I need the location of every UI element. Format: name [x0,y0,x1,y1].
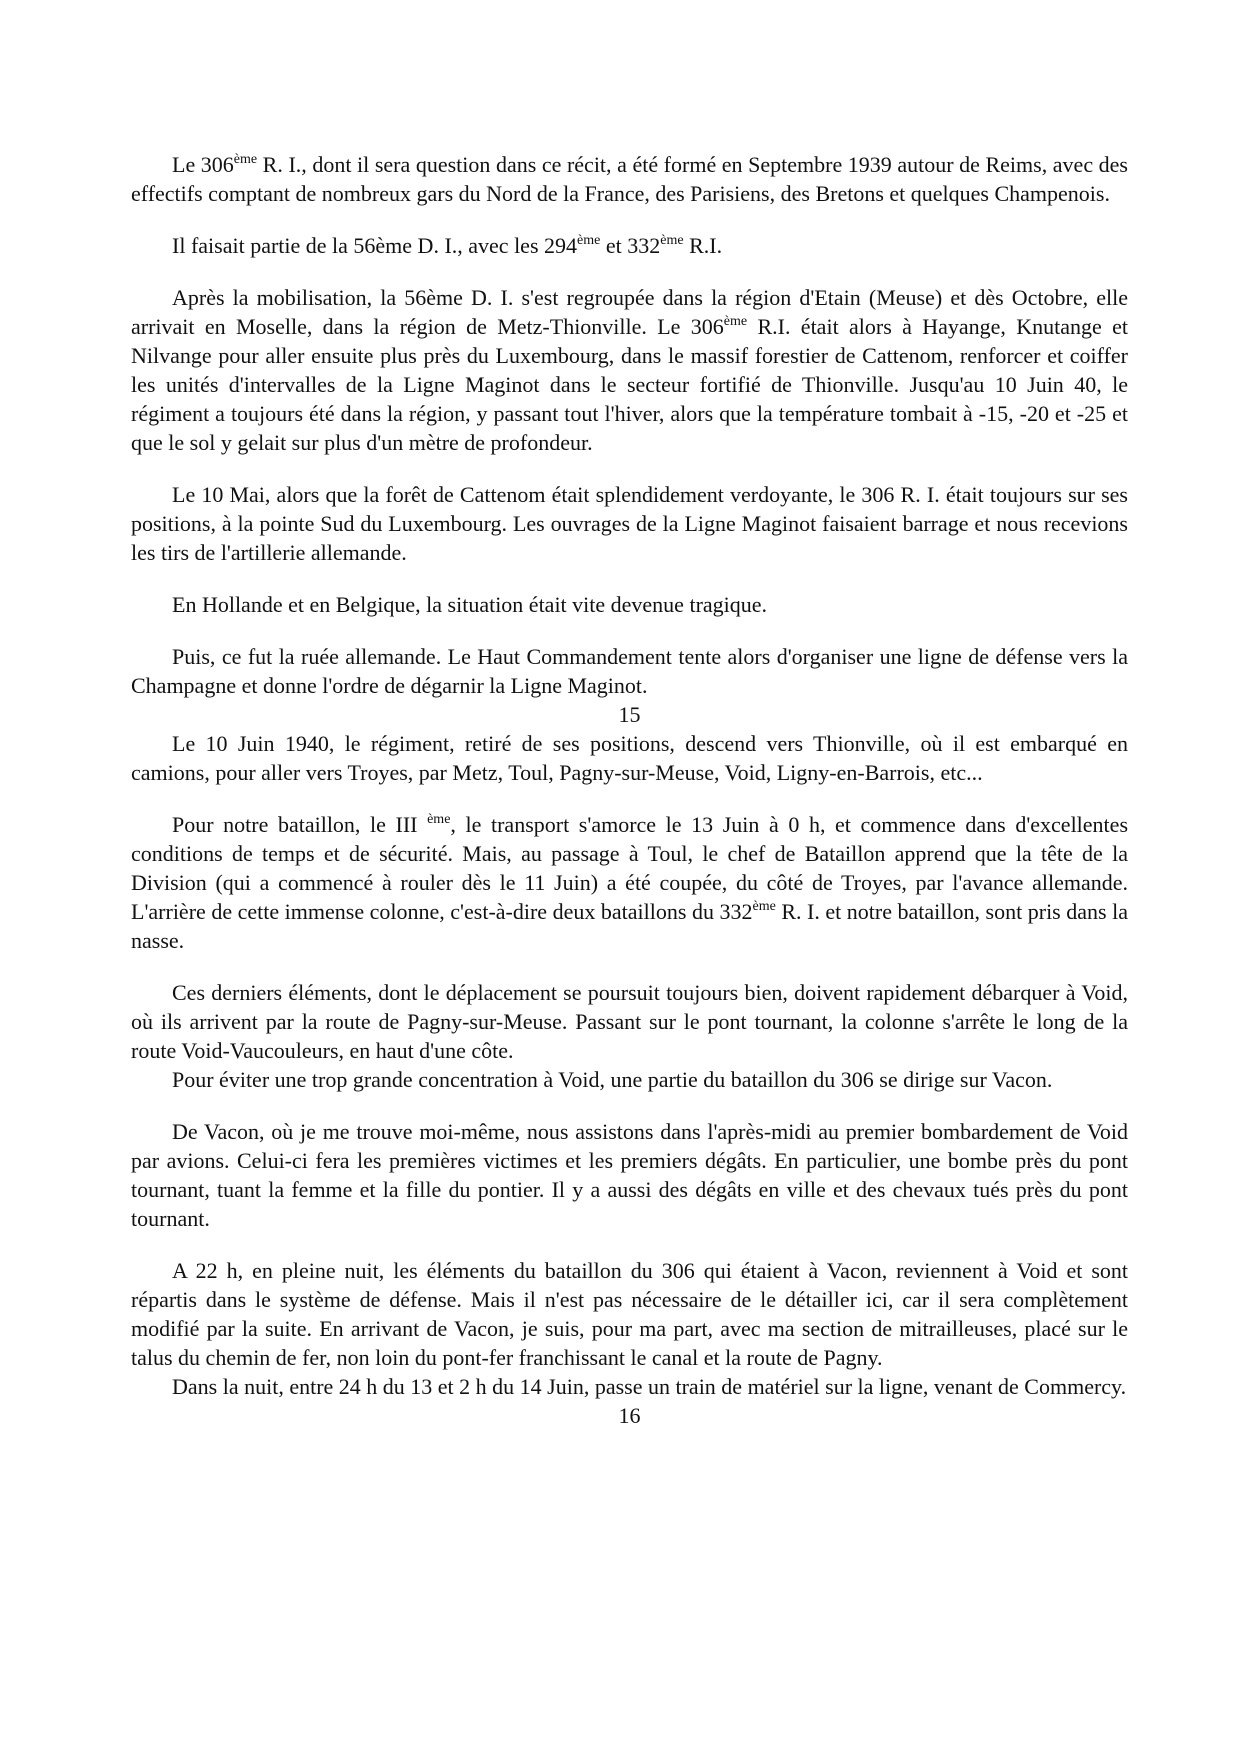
paragraph-bombardement: De Vacon, où je me trouve moi-même, nous assistons dans l'après-midi au premier bombardement de Void par avions. Celui-ci fera les premières victimes et les premiers dégâts. En particulier, une bombe près du pont tournant, tuant la femme et la fille du pontier. Il y a aussi des dégâts en ville et des chevaux tués près du pont tournant. [131,1119,1128,1231]
paragraph-hollande: En Hollande et en Belgique, la situation était vite devenue tragique. [172,592,768,617]
paragraph-division: Il faisait partie de la 56ème D. I., avec les 294ème et 332ème R.I. [172,233,723,258]
paragraph-bataillon: Pour notre bataillon, le III $^{ème}$, le transport s'amorce le 13 Juin à 0 h, et commence dans d'excellentes conditions de temps et de sécurité. Mais, au passage à Toul, le chef de Bataillon apprend que la tête de la Division (qui a commencé à rouler dès le 11 Juin) a été coupée, du côté de Troyes, par l'avance allemande. L'arrière de cette immense colonne, c'est-à-dire deux bataillons du 332ème R. I. et notre bataillon, sont pris dans la nasse. [131,812,1128,953]
paragraph-ruee: Puis, ce fut la ruée allemande. Le Haut Commandement tente alors d'organiser une ligne de défense vers la Champagne et donne l'ordre de dégarnir la Ligne Maginot. [131,644,1128,698]
paragraph-concentration: Pour éviter une trop grande concentration à Void, une partie du bataillon du 306 se dirige sur Vacon. [172,1067,1053,1092]
paragraph-10-mai: Le 10 Mai, alors que la forêt de Cattenom était splendidement verdoyante, le 306 R. I. était toujours sur ses positions, à la pointe Sud du Luxembourg. Les ouvrages de la Ligne Maginot faisaient barrage et nous recevions les tirs de l'artillerie allemande. [131,482,1128,565]
paragraph-mobilisation: Après la mobilisation, la 56ème D. I. s'est regroupée dans la région d'Etain (Meuse) et dès Octobre, elle arrivait en Moselle, dans la région de Metz-Thionville. Le 306ème R.I. était alors à Hayange, Knutange et Nilvange pour aller ensuite plus près du Luxembourg, dans le massif forestier de Cattenom, renforcer et coiffer les unités d'intervalles de la Ligne Maginot dans le secteur fortifié de Thionville. Jusqu'au 10 Juin 40, le régiment a toujours été dans la région, y passant tout l'hiver, alors que la température tombait à -15, -20 et -25 et que le sol y gelait sur plus d'un mètre de profondeur. [131,285,1129,455]
paragraph-22h: A 22 h, en pleine nuit, les éléments du bataillon du 306 qui étaient à Vacon, reviennent à Void et sont répartis dans le système de défense. Mais il n'est pas nécessaire de le détailler ici, car il sera complètement modifié par la suite. En arrivant de Vacon, je suis, pour ma part, avec ma section de mitrailleuses, placé sur le talus du chemin de fer, non loin du pont-fer franchissant le canal et la route de Pagny. [131,1258,1128,1370]
paragraph-derniers-elements: Ces derniers éléments, dont le déplacement se poursuit toujours bien, doivent rapidement débarquer à Void, où ils arrivent par la route de Pagny-sur-Meuse. Passant sur le pont tournant, la colonne s'arrête le long de la route Void-Vaucouleurs, en haut d'une côte. [131,980,1128,1063]
paragraph-regiment-formation: Le 306ème R. I., dont il sera question dans ce récit, a été formé en Septembre 1939 autour de Reims, avec des effectifs comptant de nombreux gars du Nord de la France, des Parisiens, des Bretons et quelques Champenois. [131,152,1128,206]
page-number-15: 15 [618,702,641,727]
page-number-16: 16 [618,1403,641,1428]
paragraph-nuit: Dans la nuit, entre 24 h du 13 et 2 h du 14 Juin, passe un train de matériel sur la ligne, venant de Commercy. [172,1374,1127,1399]
paragraph-10-juin: Le 10 Juin 1940, le régiment, retiré de ses positions, descend vers Thionville, où il est embarqué en camions, pour aller vers Troyes, par Metz, Toul, Pagny-sur-Meuse, Void, Ligny-en-Barrois, etc... [131,731,1128,785]
